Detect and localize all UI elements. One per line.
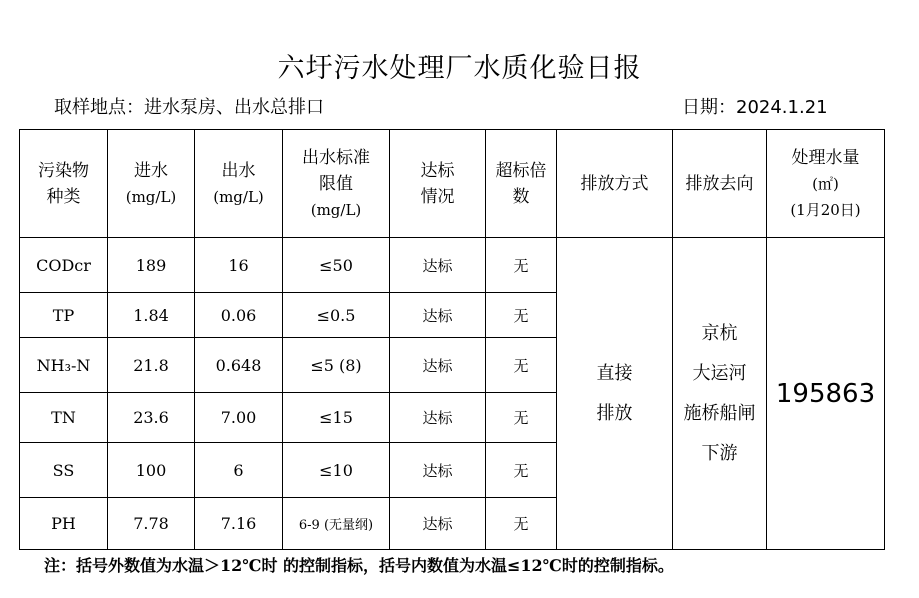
destination-line1: 京杭 (701, 322, 738, 344)
exceed-cell: 无 (486, 498, 557, 550)
inlet-cell: 1.84 (108, 293, 195, 338)
limit-cell: ≤0.5 (283, 293, 390, 338)
pollutant-cell: CODcr (20, 238, 108, 293)
header-limit-line1: 出水标准 (302, 147, 370, 168)
limit-cell: ≤10 (283, 443, 390, 498)
header-status-line1: 达标 (420, 160, 455, 181)
pollutant-cell: PH (20, 498, 108, 550)
limit-cell: ≤15 (283, 393, 390, 443)
header-status (390, 130, 486, 238)
limit-cell: 6-9 (无量纲) (283, 498, 390, 550)
inlet-cell: 21.8 (108, 338, 195, 393)
inlet-cell: 189 (108, 238, 195, 293)
inlet-cell: 7.78 (108, 498, 195, 550)
outlet-cell: 6 (195, 443, 283, 498)
exceed-cell: 无 (486, 443, 557, 498)
header-outlet-unit: (mg/L) (213, 187, 264, 206)
status-cell: 达标 (390, 293, 486, 338)
header-exceed (486, 130, 557, 238)
header-limit-unit: (mg/L) (310, 200, 362, 219)
table-row (20, 238, 885, 293)
header-status-line2: 情况 (420, 186, 455, 207)
pollutant-cell: TN (20, 393, 108, 443)
header-exceed-line1: 超标倍 (495, 160, 547, 181)
pollutant-cell: NH₃-N (20, 338, 108, 393)
header-volume-unit: (㎡) (812, 174, 839, 193)
destination-line2: 大运河 (692, 362, 747, 384)
footnote: 注：括号外数值为水温＞12℃时 的控制指标，括号内数值为水温≤12℃时的控制指标。 (44, 556, 674, 575)
header-exceed-line2: 数 (512, 186, 530, 207)
inlet-cell: 23.6 (108, 393, 195, 443)
header-volume-date: (1月20日) (790, 200, 861, 219)
header-row (20, 130, 885, 238)
outlet-cell: 16 (195, 238, 283, 293)
outlet-cell: 7.16 (195, 498, 283, 550)
discharge-destination-cell (673, 238, 767, 550)
header-inlet-unit: (mg/L) (125, 187, 177, 206)
status-cell: 达标 (390, 338, 486, 393)
pollutant-cell: TP (20, 293, 108, 338)
header-pollutant-line1: 污染物 (38, 160, 89, 181)
outlet-cell: 0.648 (195, 338, 283, 393)
header-limit (283, 130, 390, 238)
discharge-method-line2: 排放 (596, 402, 633, 424)
header-limit-line2: 限值 (319, 173, 353, 194)
status-cell: 达标 (390, 498, 486, 550)
header-outlet-line1: 出水 (221, 160, 256, 181)
exceed-cell: 无 (486, 238, 557, 293)
exceed-cell: 无 (486, 393, 557, 443)
header-pollutant-line2: 种类 (46, 186, 81, 207)
limit-cell: ≤50 (283, 238, 390, 293)
header-inlet (108, 130, 195, 238)
exceed-cell: 无 (486, 293, 557, 338)
sampling-location: 取样地点：进水泵房、出水总排口 (54, 97, 324, 118)
header-inlet-line1: 进水 (134, 160, 168, 181)
discharge-method-line1: 直接 (596, 362, 633, 384)
inlet-cell: 100 (108, 443, 195, 498)
limit-cell: ≤5 (8) (283, 338, 390, 393)
header-destination: 排放去向 (673, 130, 767, 238)
status-cell: 达标 (390, 443, 486, 498)
header-outlet (195, 130, 283, 238)
treated-volume-cell: 195863 (767, 238, 885, 550)
water-quality-table (19, 129, 885, 550)
status-cell: 达标 (390, 238, 486, 293)
destination-line3: 施桥船闸 (683, 402, 756, 424)
discharge-method-cell (557, 238, 673, 550)
header-pollutant (20, 130, 108, 238)
header-method: 排放方式 (557, 130, 673, 238)
report-date: 日期：2024.1.21 (682, 97, 828, 118)
header-volume-line1: 处理水量 (791, 147, 860, 168)
report-title: 六圩污水处理厂水质化验日报 (277, 53, 642, 84)
outlet-cell: 0.06 (195, 293, 283, 338)
pollutant-cell: SS (20, 443, 108, 498)
outlet-cell: 7.00 (195, 393, 283, 443)
header-volume (767, 130, 885, 238)
destination-line4: 下游 (701, 442, 738, 464)
status-cell: 达标 (390, 393, 486, 443)
exceed-cell: 无 (486, 338, 557, 393)
